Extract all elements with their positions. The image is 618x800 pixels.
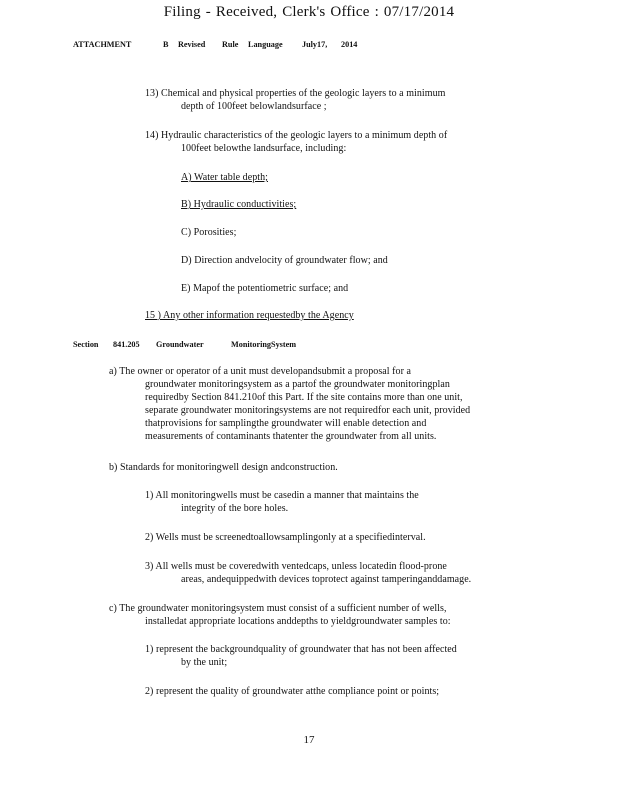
item-14-d: D) Direction andvelocity of groundwater flow; and [181, 255, 388, 266]
item-14-b: B) Hydraulic conductivities; [181, 199, 297, 210]
para-b-item-1-line-1: 1) All monitoringwells must be casedin a manner that maintains the [145, 490, 419, 501]
para-b-item-3-line-1: 3) All wells must be coveredwith ventedcaps, unless locatedin flood-prone [145, 561, 447, 572]
para-c-item-1-line-1: 1) represent the backgroundquality of groundwater that has not been affected [145, 644, 457, 655]
para-a-line-2: groundwater monitoringsystem as a partof the groundwater monitoringplan [145, 379, 450, 390]
attachment-label: ATTACHMENT [73, 40, 132, 49]
section-label: Section [73, 340, 99, 349]
item-14-a: A) Water table depth; [181, 172, 268, 183]
attachment-rule: Rule [222, 40, 239, 49]
para-c-line-2: installedat appropriate locations anddepths to yieldgroundwater samples to: [145, 616, 451, 627]
para-b-line-1: b) Standards for monitoringwell design andconstruction. [109, 462, 338, 473]
attachment-date: July17, [302, 40, 328, 49]
para-a-line-5: thatprovisions for samplingthe groundwater will enable detection and [145, 418, 427, 429]
item-14-line-2: 100feet belowthe landsurface, including: [181, 143, 347, 154]
para-a-line-4: separate groundwater monitoringsystems are not requiredfor each unit, provided [145, 405, 471, 416]
section-number: 841.205 [113, 340, 140, 349]
attachment-revised: Revised [178, 40, 206, 49]
section-title-1: Groundwater [156, 340, 204, 349]
item-15: 15 ) Any other information requestedby the Agency [145, 310, 354, 321]
attachment-letter: B [163, 40, 169, 49]
item-13-line-2: depth of 100feet belowlandsurface ; [181, 101, 327, 112]
para-b-item-2: 2) Wells must be screenedtoallowsamplingonly at a specifiedinterval. [145, 532, 426, 543]
para-a-line-1: a) The owner or operator of a unit must developandsubmit a proposal for a [109, 366, 411, 377]
para-c-line-1: c) The groundwater monitoringsystem must consist of a sufficient number of wells, [109, 603, 447, 614]
section-title-2: MonitoringSystem [231, 340, 297, 349]
para-c-item-2: 2) represent the quality of groundwater atthe compliance point or points; [145, 686, 440, 697]
item-13-line-1: 13) Chemical and physical properties of the geologic layers to a minimum [145, 88, 446, 99]
para-b-item-1-line-2: integrity of the bore holes. [181, 503, 289, 514]
para-b-item-3-line-2: areas, andequippedwith devices toprotect against tamperinganddamage. [181, 574, 472, 585]
para-a-line-3: requiredby Section 841.210of this Part. If the site contains more than one unit, [145, 392, 463, 403]
attachment-language: Language [248, 40, 283, 49]
item-14-c: C) Porosities; [181, 227, 237, 238]
para-a-line-6: measurements of contaminants thatenter the groundwater from all units. [145, 431, 437, 442]
para-c-item-1-line-2: by the unit; [181, 657, 228, 668]
attachment-year: 2014 [341, 40, 358, 49]
item-14-e: E) Mapof the potentiometric surface; and [181, 283, 349, 294]
filing-stamp-header: Filing - Received, Clerk's Office : 07/17/2014 [163, 4, 455, 20]
page-number: 17 [303, 734, 315, 746]
item-14-line-1: 14) Hydraulic characteristics of the geologic layers to a minimum depth of [145, 130, 448, 141]
